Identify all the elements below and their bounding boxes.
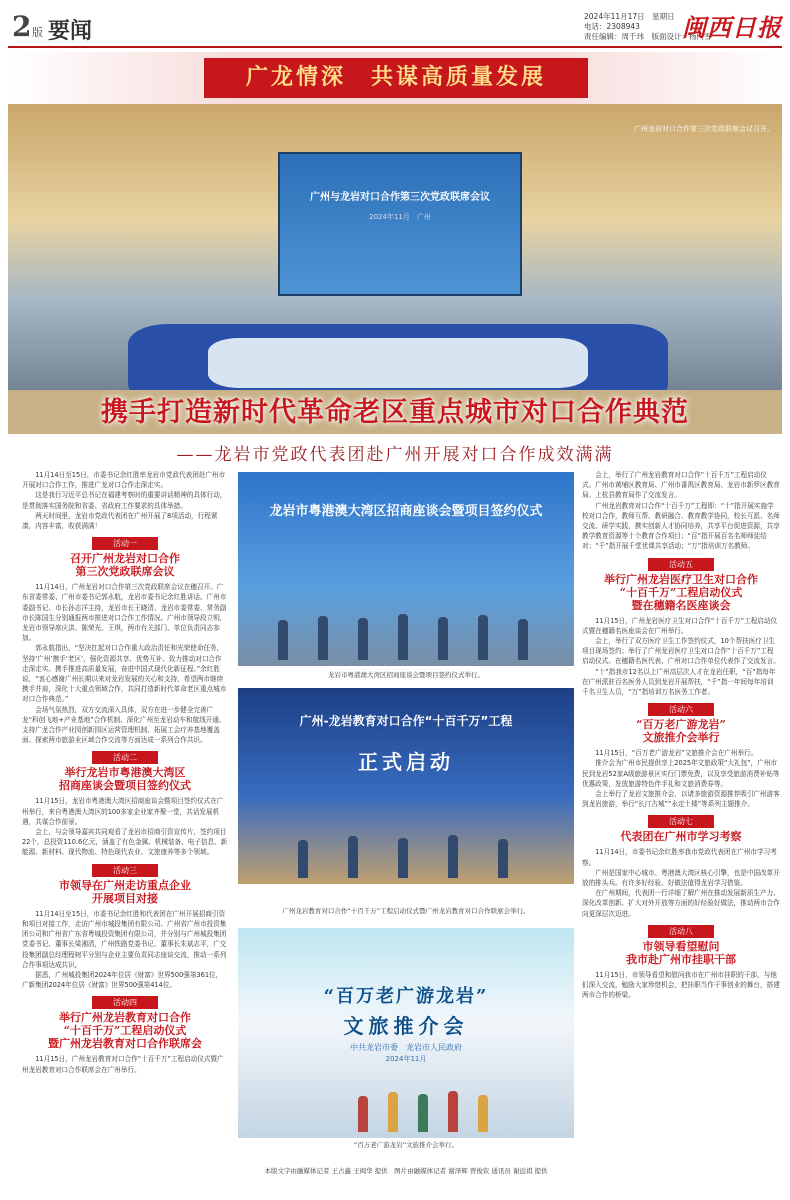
section-body	[22, 1054, 228, 1074]
person-figure	[398, 838, 408, 878]
hero-caption: 广州龙岩对口合作第三次党政联席会议召开。	[634, 125, 774, 133]
paragraph: 在广州期间，代表团一行详细了解广州在推动发展新质生产力、深化改革创新、扩大对外开放等方面的好经验好做法，推动两市合作向更深层次迈进。	[582, 889, 780, 918]
activity-tag: 活动八	[648, 925, 714, 938]
person-figure	[438, 617, 448, 660]
paragraph: 会上，举行了广州龙岩教育对口合作“十百千万”工程启动仪式。广州市黄埔区教育局、广州市番禺区教育局、龙岩市新罗区教育局、上杭县教育局作了交流发言。	[582, 471, 780, 500]
activity-tag: 活动五	[648, 558, 714, 571]
phone-line: 电话：2308943	[584, 22, 640, 31]
person-figure	[448, 835, 458, 878]
education-launch-photo	[238, 688, 574, 884]
screen-title: 广州与龙岩对口合作第三次党政联席会议	[310, 192, 490, 203]
section-body	[22, 796, 228, 857]
section-heading: 召开广州龙岩对口合作 第三次党政联席会议	[70, 552, 180, 579]
person-figure	[518, 619, 528, 660]
person-figure	[358, 618, 368, 660]
left-column	[22, 470, 228, 1182]
conference-table-center	[208, 338, 588, 388]
section-heading: 举行广州龙岩教育对口合作 “十百千万”工程启动仪式 暨广州龙岩教育对口合作联席会	[48, 1011, 202, 1051]
paragraph: 会上，与会领导嘉宾共同观看了龙岩市招商引资宣传片，签约项目22个，总投资110.6亿元，涵盖了有色金属、机械装备、电子信息、新能源、新材料、现代物流、特色现代农业、文旅康养等多个领域。	[22, 828, 228, 857]
activity-tag: 活动六	[648, 703, 714, 716]
section-body	[22, 909, 228, 991]
section-heading: 市领导在广州走访重点企业 开展项目对接	[59, 878, 191, 905]
person-figure	[278, 620, 288, 660]
performers	[258, 1072, 554, 1132]
paragraph: 推介会为广州市民提供享上2025年文旅政策“大礼包”，广州市民到龙岩52家A级旅游景区实行门票免费，以及享受旅游消费补贴等优惠政策，发放旅游特色伴手礼和文旅消费券等。	[582, 759, 780, 788]
paragraph: 据悉，广州城投集团2024年位居《财富》世界500强第361位，广新集团2024年位居《财富》世界500强第414位。	[22, 970, 223, 990]
person-figure	[398, 614, 408, 660]
section-heading: 举行广州龙岩医疗卫生对口合作 “十百千万”工程启动仪式 暨在穗籍名医座谈会	[604, 572, 758, 612]
credits: 本版文字由融媒体记者 王占鑫 王闽华 提供 图片由融媒体记者 谢泽辉 曾俊钦 通讯员 谢远祺 提供	[264, 1167, 548, 1175]
activity-tag: 活动三	[92, 864, 158, 877]
paragraph: 11月15日，广州龙岩教育对口合作“十百千万”工程启动仪式暨广州龙岩教育对口合作联席会在广州举行。	[22, 1055, 224, 1074]
paragraph: 郭永航指出，“坚决扛起对口合作重大政治责任和光荣使命任务，坚持‘广州’携手‘老区’，强化资源共享、优势互补、致力推动对口合作走深走实。携手推进高质量发展，奋进中国式现代化新征程。”余红胜说，“衷心感谢广州长期以来对龙岩发展的关心和支持，希望两市继续携手并肩，深化十大重点领域合作，共同打造新时代革命老区重点城市对口合作典范。”	[22, 644, 227, 704]
photo-backdrop-slogan: 文旅推介会	[343, 1014, 469, 1038]
topic-banner: 广龙情深 共谋高质量发展	[204, 58, 588, 98]
intro-paragraphs	[582, 470, 780, 552]
person-figure	[348, 836, 358, 878]
page-number: 2	[12, 10, 32, 43]
stage-people	[258, 818, 554, 878]
person-figure	[418, 1094, 428, 1132]
paragraph: 广州龙岩教育对口合作“十百千万”工程即：“十”指开展实施学校对口合作，教师互帮、教研融合、教育教学协同，校长互派、名师交流、研学实践，携实创新人才协同培养，共享平台促进资源，共享教学教育资源等十个教育合作项目；“百”指开展百名名师师徒结对；“千”指开展千堂优课共享活动；“万”指培训万名教师。	[582, 501, 780, 551]
photo-backdrop-slogan: 正式启动	[358, 750, 454, 774]
section-body	[582, 616, 780, 698]
section-name: 要闻	[48, 19, 93, 44]
newspaper-logo: 闽西日报	[682, 13, 782, 42]
person-figure	[498, 839, 508, 878]
paragraph: 11月14日至15日，市委书记余红胜率龙岩市党政代表团赴广州市开展对口合作工作，推进广龙对口合作走深走实。	[22, 471, 226, 490]
person-figure	[298, 840, 308, 878]
photo-backdrop-title: “百万老广游龙岩”	[323, 986, 489, 1007]
paragraph: 11月15日，市领导看望和慰问我市在广州市挂职的干部，与他们深入交流，勉励大家珍惜机会，把挂职当作干事创业的舞台，搭建两市合作的桥梁。	[582, 970, 780, 1000]
person-figure	[358, 1096, 368, 1132]
paragraph: 11月14日，广州龙岩对口合作第三次党政联席会议在穗召开。广东省委常委、广州市委书记郭永航，龙岩市委书记余红胜讲话。广州市委副书记、市长孙志洋主持，龙岩市长王晓清、龙岩市委常委、常务副市长陈国生分别通报两市推进对口合作工作情况。广州市领导段立明，龙岩市领导席庆洪、陈荣光、王琪，两市有关部门、单位负责同志参加。	[22, 583, 227, 643]
paragraph: 11月15日，广州龙岩医疗卫生对口合作“十百千万”工程启动仪式暨在穗籍名医座谈会在广州举行。	[582, 616, 778, 635]
paragraph: “十”指我市12名以上广州高层次人才在龙岩任职，“百”指每年在广州派驻百名医务人员到龙岩开展帮扶，“千”指一年间每年培训千名卫生人员，“万”指培训万名医务工作者。	[582, 667, 776, 697]
main-headline: 携手打造新时代革命老区重点城市对口合作典范	[101, 397, 689, 428]
activity-tag: 活动二	[92, 751, 158, 764]
paragraph: 会上举行了龙岩文旅推介会，以诸多旅游资源推荐吸引广州游客到龙岩旅游，举行“长汀古城”“永定土楼”等系列主题推介。	[582, 790, 780, 809]
photo-backdrop-title: 龙岩市粤港澳大湾区招商座谈会暨项目签约仪式	[269, 504, 543, 519]
sub-headline: ——龙岩市党政代表团赴广州开展对口合作成效满满	[176, 445, 614, 465]
stage-people	[258, 600, 554, 660]
date-line: 2024年11月17日 星期日	[584, 12, 675, 21]
section-heading: 举行龙岩市粤港澳大湾区 招商座谈会暨项目签约仪式	[59, 766, 191, 793]
page-suffix: 版	[32, 26, 43, 39]
section-body	[582, 847, 780, 918]
paragraph: 11月14日，市委书记余红胜率我市党政代表团在广州市学习考察。	[582, 848, 777, 867]
paragraph: 11月14日至15日，市委书记余红胜和代表团在广州开展招商引资和项目对接工作，走访广州市城投集团有限公司、广州省广州市投资集团公司和广州省广东省粤城投资集团有限公司，并分别与广州城投集团党委书记、董事长梁湘清，广州铁路党委书记、董事长朱斌志平，广交投集团副总经理程树平分别与企业主要负责同志座谈交流，推动一系列合作事项达成共识。	[22, 909, 227, 969]
paragraph: 会上，举行了双方医疗卫生工作签约仪式，10个帮扶医疗卫生项目现场签约；举行了广州龙岩医疗卫生对口合作“十百千万”工程启动仪式。在穗籍名医代表、广州对口合作单位代表作了交流发言。	[582, 637, 780, 666]
photo-caption: 龙岩市粤港澳大湾区招商座谈会暨项目签约仪式举行。	[328, 671, 484, 679]
paragraph: 广州是国家中心城市、粤港澳大湾区核心引擎，也是中国改革开放的排头兵。有许多好经验、好做法值得龙岩学习借鉴。	[582, 868, 780, 888]
section-body	[582, 970, 780, 1001]
section-body	[22, 582, 228, 745]
right-column	[582, 470, 780, 1182]
person-figure	[478, 615, 488, 660]
person-figure	[478, 1095, 488, 1132]
person-figure	[388, 1092, 398, 1132]
masthead	[8, 6, 782, 48]
section-heading: 市领导看望慰问 我市赴广州市挂职干部	[626, 939, 736, 966]
person-figure	[448, 1091, 458, 1132]
section-heading: “百万老广游龙岩” 文旅推介会举行	[636, 718, 726, 745]
hero-photo	[8, 104, 782, 434]
signing-ceremony-photo	[238, 472, 574, 666]
section-heading: 代表团在广州市学习考察	[620, 830, 742, 844]
activity-tag: 活动一	[92, 537, 158, 550]
editors-line: 责任编辑：周千玮 版面设计：杨门雪	[584, 32, 712, 41]
photo-backdrop-title: 广州-龙岩教育对口合作“十百千万”工程	[299, 714, 513, 728]
tourism-promotion-photo	[238, 928, 574, 1138]
activity-tag: 活动四	[92, 996, 158, 1009]
stage-screen	[278, 152, 522, 296]
paragraph: 两天时间里，龙岩市党政代表团在广州开展了8项活动，行程紧凑，内容丰富，收获满满！	[22, 511, 218, 531]
photo-backdrop-date: 2024年11月	[385, 1055, 427, 1063]
section-body	[582, 748, 780, 809]
activity-tag: 活动七	[648, 815, 714, 828]
paragraph: 这是我行习近平总书记在福建考察时的重要讲话精神的具体行动，是贯彻落实国务院和省委、省政府工作要求的具体举措。	[22, 491, 227, 510]
photo-backdrop-organizers: 中共龙岩市委 龙岩市人民政府	[350, 1043, 462, 1052]
person-figure	[318, 616, 328, 660]
photo-caption: “百万老广游龙岩”文旅推介会举行。	[353, 1141, 459, 1149]
paragraph: 11月15日，龙岩市粤港澳大湾区招商座谈会暨项目签约仪式在广州举行，来自粤港澳大湾区的100多家企业家齐聚一堂，共话发展机遇，共谋合作前景。	[22, 797, 224, 826]
paragraph: 11月15日，“百万老广游龙岩”文旅推介会在广州举行。	[595, 749, 758, 758]
intro-paragraphs	[22, 470, 228, 531]
photo-caption: 广州龙岩教育对口合作“十百千万”工程启动仪式暨广州龙岩教育对口合作联席会举行。	[282, 907, 530, 915]
paragraph: 会场气氛热烈，双方交流深入具体，双方在进一步健全完善广龙“科创飞地+产业基地”合作机制、深化广州至龙岩动车和航线开通、支持广龙合作产业园创新园区运营管理机制、拓展工会疗养基地覆盖面、探索两市旅游业区域合作交流等方面达成一系列合作共识。	[22, 705, 226, 745]
screen-date: 2024年11月 广州	[369, 213, 431, 221]
